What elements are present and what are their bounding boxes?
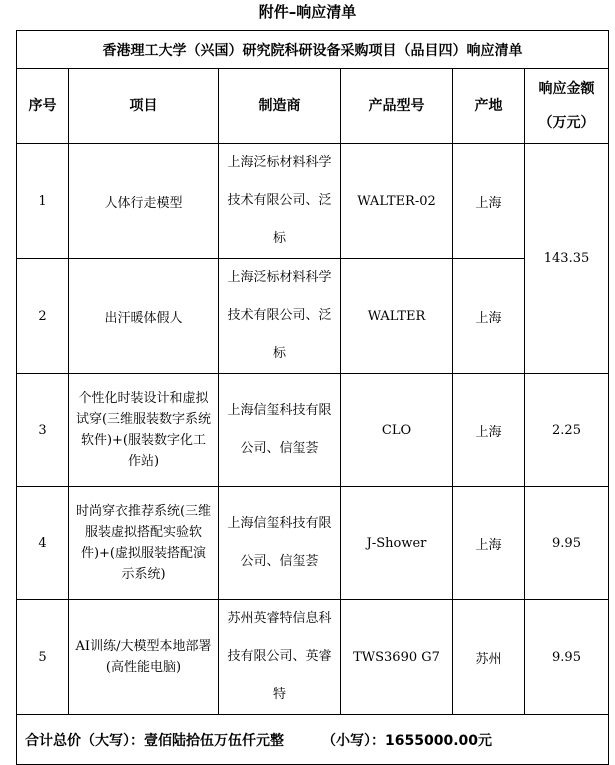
cell-manufacturer: 上海信玺科技有限公司、信玺荟 [219,487,341,600]
table-row [17,259,609,374]
header-seq: 序号 [17,69,69,144]
header-manufacturer: 制造商 [219,69,341,144]
cell-item: AI训练/大模型本地部署(高性能电脑) [69,600,219,715]
cell-seq: 4 [17,487,69,600]
header-origin: 产地 [453,69,525,144]
cell-seq: 1 [17,144,69,259]
header-amount-line2: （万元） [538,115,595,131]
cell-model: CLO [341,374,453,487]
cell-model: TWS3690 G7 [341,600,453,715]
cell-model: WALTER [341,259,453,374]
cell-manufacturer: 上海泛标材料科学技术有限公司、泛标 [219,144,341,259]
total-lower: （小写）：1655000.00元 [322,732,492,749]
cell-manufacturer: 上海信玺科技有限公司、信玺荟 [219,374,341,487]
cell-seq: 3 [17,374,69,487]
table-row [17,144,609,259]
response-list-table [16,30,609,765]
table-caption-row [17,31,609,69]
cell-item: 出汗暖体假人 [69,259,219,374]
cell-origin: 上海 [453,487,525,600]
cell-origin: 上海 [453,374,525,487]
cell-manufacturer: 苏州英睿特信息科技有限公司、英睿特 [219,600,341,715]
table-caption: 香港理工大学（兴国）研究院科研设备采购项目（品目四）响应清单 [17,31,609,69]
cell-seq: 5 [17,600,69,715]
cell-amount: 9.95 [525,600,609,715]
header-item: 项目 [69,69,219,144]
cell-origin: 上海 [453,144,525,259]
table-row [17,600,609,715]
header-model: 产品型号 [341,69,453,144]
cell-item: 个性化时装设计和虚拟试穿(三维服装数字系统软件)+(服装数字化工作站) [69,374,219,487]
cell-item: 时尚穿衣推荐系统(三维服装虚拟搭配实验软件)+(虚拟服装搭配演示系统) [69,487,219,600]
cell-manufacturer: 上海泛标材料科学技术有限公司、泛标 [219,259,341,374]
cell-item: 人体行走模型 [69,144,219,259]
cell-model: WALTER-02 [341,144,453,259]
cell-model: J-Shower [341,487,453,600]
cell-origin: 上海 [453,259,525,374]
header-amount [525,69,609,144]
total-cell [17,715,609,765]
total-upper: 合计总价（大写）：壹佰陆拾伍万伍仟元整 [25,732,284,749]
table-row [17,487,609,600]
table-header-row [17,69,609,144]
cell-amount: 9.95 [525,487,609,600]
document-title: 附件–响应清单 [258,3,357,21]
header-amount-line1: 响应金额 [538,81,595,97]
cell-amount-merged: 143.35 [525,144,609,374]
cell-amount: 2.25 [525,374,609,487]
cell-origin: 苏州 [453,600,525,715]
table-row [17,374,609,487]
total-row [17,715,609,765]
cell-seq: 2 [17,259,69,374]
